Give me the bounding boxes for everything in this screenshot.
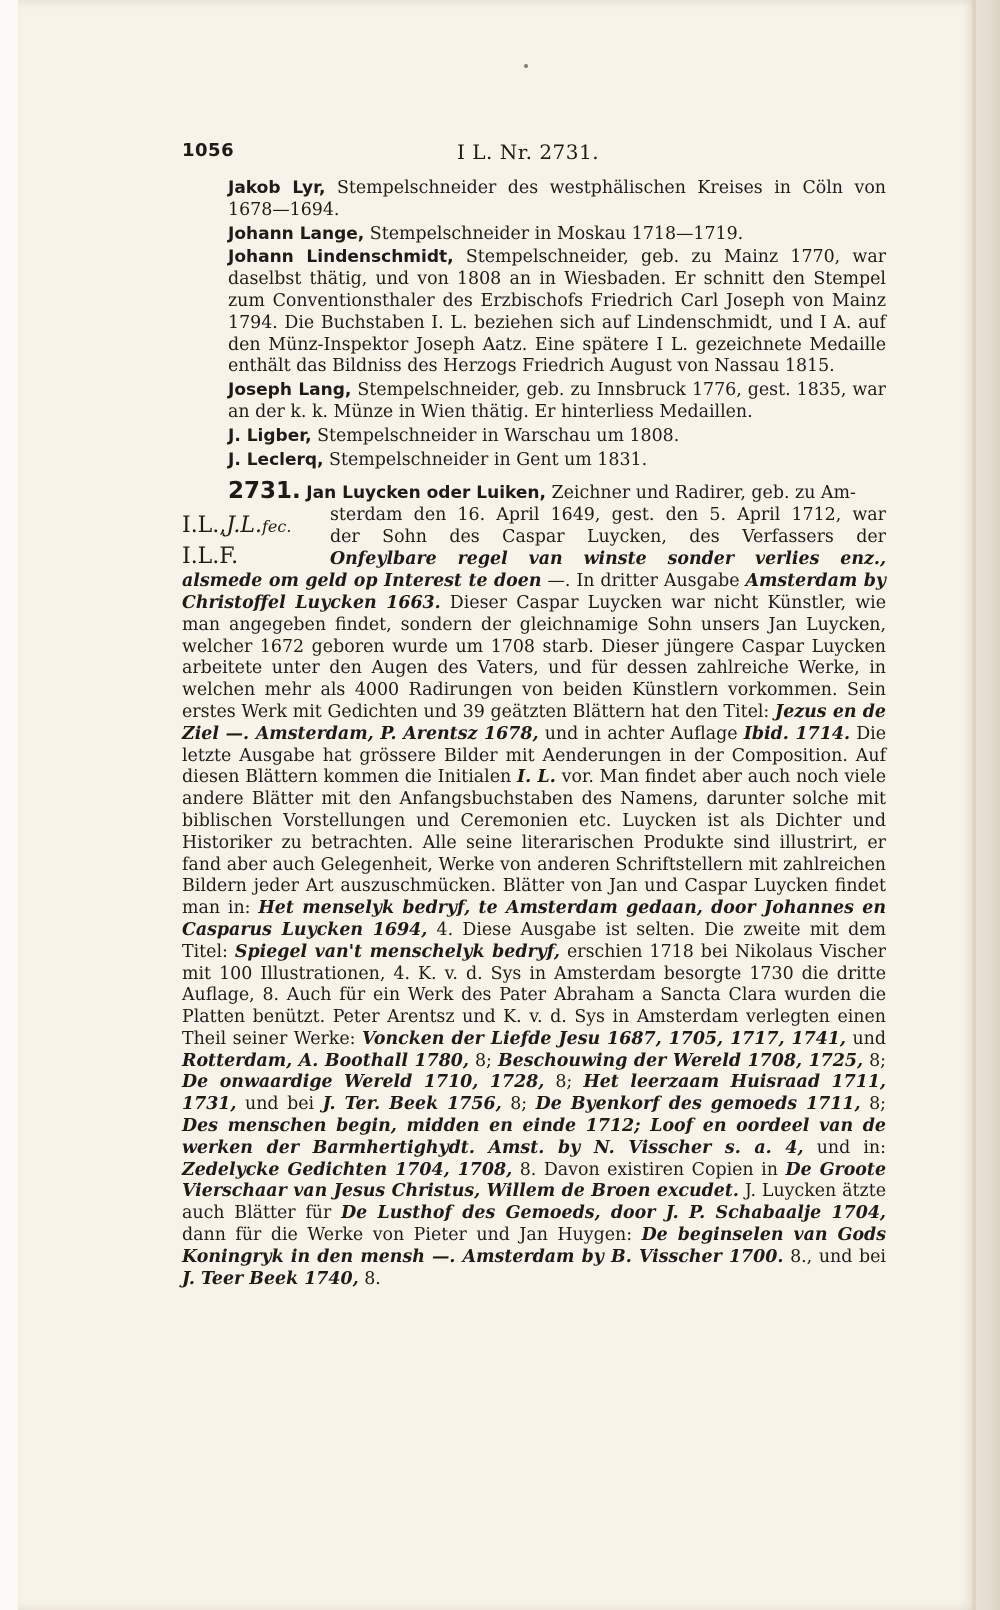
entry-text: Stempelschneider in Gent um 1831.: [329, 449, 648, 470]
book-title-run: Voncken der Liefde Jesu 1687, 1705, 1717, 1741,: [361, 1028, 846, 1049]
text-run: —. In dritter Ausgabe: [541, 571, 746, 592]
entry-text: Stempelschneider, geb. zu Innsbruck 1776, gest. 1835, war an der k. k. Münze in Wien thätig. Er hinterliess Medaillen.: [228, 380, 886, 422]
side-line: sterdam den 16. April 1649, gest. den 5. April 1712, war: [330, 505, 886, 526]
entry-name: Johann Lange,: [228, 223, 365, 244]
entry-lindenschmidt: [182, 247, 886, 378]
entry-text: Stempelschneider, geb. zu Mainz 1770, war daselbst thätig, und von 1808 an in Wiesbaden. Er schnitt den Stempel zum Conventionsthaler des Erzbischofs Friedrich Carl Joseph von Mainz 1794. Die Buchstaben I. L. beziehen sich auf Lindenschmidt, und I A. auf den Münz-Inspektor Joseph Aatz. Eine spätere I L. gezeichnete Medaille enthält das Bildniss des Herzogs Friedrich August von Nassau 1815.: [228, 247, 887, 377]
monogram-marks: [182, 511, 332, 571]
text-run: 8;: [863, 1050, 886, 1071]
book-title-run: J. Teer Beek 1740,: [182, 1268, 359, 1289]
entry-number: 2731.: [228, 478, 301, 505]
entry-lang: [182, 380, 886, 424]
page-header: [182, 140, 886, 166]
book-title-run: Spiegel van't menschelyk bedryf,: [234, 941, 560, 962]
page-edge-shadow: [972, 0, 1000, 1610]
text-run: J. Luycken ätzte auch Blätter für: [182, 1181, 886, 1224]
page-number: 1056: [182, 140, 235, 161]
book-title-run: Des menschen begin, midden en einde 1712; Loof en oordeel van de werken der Barmhertighydt. Amst. by N. Visscher s. a. 4,: [182, 1116, 886, 1158]
book-title-run: Ibid. 1714.: [743, 723, 851, 744]
page-body: [182, 178, 886, 1290]
text-run: Die letzte Ausgabe hat grössere Bilder mit Aenderungen in der Composition. Auf diesen Blättern kommen die Initialen: [182, 723, 886, 788]
entry-name: J. Ligber,: [228, 425, 312, 446]
monogram-il: I.L.,: [182, 513, 227, 539]
print-speck: [524, 64, 528, 68]
monogram-signature: J.L.fec.: [226, 513, 292, 539]
book-title-run: Amsterdam by Christoffel Luycken 1663.: [182, 571, 886, 613]
text-run: dann für die Werke von Pieter und Jan Huygen:: [182, 1225, 642, 1246]
book-title-run: alsmede om geld op Interest te doen: [182, 571, 542, 592]
text-run: und bei: [236, 1094, 323, 1115]
monogram-side-text: [330, 505, 886, 570]
text-run: 8;: [468, 1050, 498, 1071]
text-run: und in:: [803, 1137, 886, 1158]
book-title-run: J. Ter. Beek 1756,: [322, 1094, 502, 1115]
side-line: der Sohn des Caspar Luycken, des Verfassers der: [330, 526, 886, 547]
text-run: erschien 1718 bei Nikolaus Vischer mit 100 Illustrationen, 4. K. v. d. Sys in Amsterdam besorgte 1730 die dritte Auflage, 8. Auch für ein Werk des Pater Abraham a Sancta Clara wurden die Platten benützt. Peter Arentsz und K. v. d. Sys in Amsterdam verlegten einen Theil seiner Werke:: [182, 941, 886, 1049]
book-title-run: De beginselen van Gods Koningryk in den mensh —. Amsterdam by B. Visscher 1700.: [182, 1225, 886, 1267]
text-run: und in achter Auflage: [538, 723, 744, 744]
book-title-run: De Byenkorf des gemoeds 1711,: [535, 1094, 861, 1115]
entry-lyr: [182, 178, 886, 222]
main-entry-body: [182, 571, 886, 1290]
side-line-title: Onfeylbare regel van winste sonder verlies enz.,: [330, 548, 886, 569]
text-run: 8., und bei: [783, 1246, 886, 1267]
text-run: 8;: [544, 1072, 584, 1093]
text-run: 8.: [358, 1268, 381, 1289]
book-title-run: De onwaardige Wereld 1710, 1728,: [182, 1072, 545, 1093]
book-title-run: Rotterdam, A. Boothall 1780,: [182, 1050, 469, 1071]
entry-intro: Zeichner und Radirer, geb. zu Am-: [551, 483, 856, 504]
entry-name: Jakob Lyr,: [228, 178, 326, 198]
book-title-run: Jezus en de Ziel —. Amsterdam, P. Arentsz 1678,: [182, 701, 886, 744]
entry-text: Stempelschneider in Moskau 1718—1719.: [369, 223, 744, 244]
entry-name: J. Leclerq,: [228, 449, 324, 470]
main-entry-heading: [182, 478, 886, 505]
book-title-run: De Lusthof des Gemoeds, door J. P. Schabaalje 1704,: [341, 1203, 886, 1224]
monogram-ilf: I.L.F.: [182, 544, 239, 570]
text-run: 8;: [860, 1094, 887, 1115]
book-title-run: Het menselyk bedryf, te Amsterdam gedaan, door Johannes en Casparus Luycken 1694,: [182, 898, 886, 940]
running-title: I L. Nr. 2731.: [457, 140, 600, 164]
text-run: vor. Man findet aber auch noch viele andere Blätter mit den Anfangsbuchstaben des Namens, darunter solche mit biblischen Vorstellungen und Ceremonien etc. Luycken ist als Dichter und Historiker zu betrachten. Alle seine literarischen Produkte sind illustrirt, er fand aber auch Gelegenheit, Werke von anderen Schriftstellern mit zahlreichen Bildern jeder Art auszuschmücken. Blätter von Jan und Caspar Luycken findet man in:: [182, 767, 887, 919]
entry-ligber: [182, 426, 886, 448]
entry-lange: [182, 224, 886, 246]
book-title-run: I. L.: [517, 767, 556, 788]
text-run: 4. Diese Ausgabe ist selten. Die zweite mit dem Titel:: [182, 919, 886, 962]
text-run: und: [845, 1028, 886, 1049]
text-run: 8;: [501, 1094, 536, 1115]
monogram-block: [182, 505, 886, 571]
entry-name: Joseph Lang,: [228, 380, 352, 401]
entry-name: Johann Lindenschmidt,: [228, 247, 454, 268]
entry-text: Stempelschneider in Warschau um 1808.: [317, 425, 680, 446]
entry-leclerq: [182, 450, 886, 472]
entry-name: Jan Luycken oder Luiken,: [306, 483, 546, 504]
book-title-run: Zedelycke Gedichten 1704, 1708,: [182, 1159, 513, 1180]
book-title-run: Beschouwing der Wereld 1708, 1725,: [497, 1050, 864, 1071]
entry-text: Stempelschneider des westphälischen Kreises in Cöln von 1678—1694.: [228, 178, 886, 220]
text-run: Dieser Caspar Luycken war nicht Künstler, wie man angegeben findet, sondern der gleichnamige Sohn unsers Jan Luycken, welcher 1672 geboren wurde um 1708 starb. Dieser jüngere Caspar Luycken arbeitete unter den Augen des Vaters, und für dessen zahlreiche Werke, in welchen mehr als 4000 Radirungen von beiden Künstlern vorkommen. Sein erstes Werk mit Gedichten und 39 geätzten Blättern hat den Titel:: [182, 592, 887, 722]
text-run: 8. Davon existiren Copien in: [512, 1159, 786, 1180]
book-title-run: De Groote Vierschaar van Jesus Christus, Willem de Broen excudet.: [182, 1159, 887, 1202]
book-title-run: Het leerzaam Huisraad 1711, 1731,: [182, 1072, 886, 1115]
